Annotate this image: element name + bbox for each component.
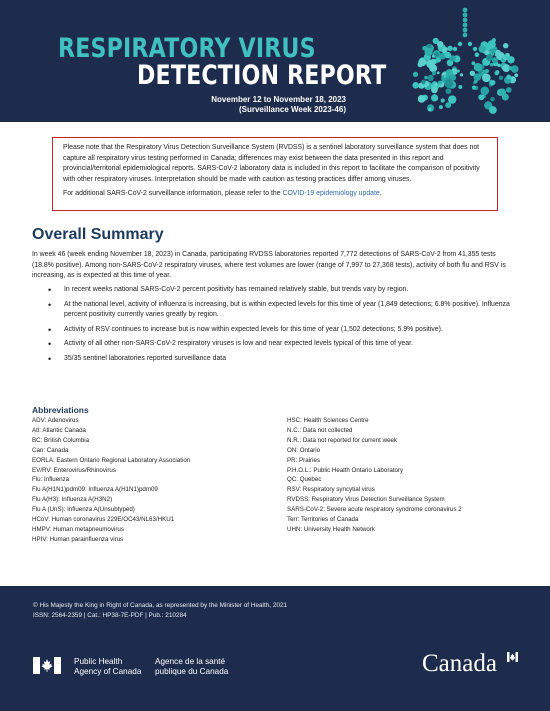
agency-fr-line: Agence de la santé: [155, 657, 226, 666]
summary-bullets: [48, 285, 513, 368]
abbreviation-item: UHN: University Health Network: [287, 525, 376, 533]
abbreviation-item: SARS-CoV-2: Severe acute respiratory syndrome coronavirus 2: [287, 506, 462, 514]
summary-bullet: • 35/35 sentinel laboratories reported surveillance data: [48, 354, 513, 365]
canada-flag-icon: [33, 657, 61, 674]
publication-ids: ISSN: 2564-2359 | Cat.: HP38-7E-PDF | Pub.: 210284: [33, 612, 187, 619]
abbreviation-item: N.R.: Data not reported for current week: [287, 436, 398, 444]
abbreviation-item: QC: Quebec: [287, 476, 322, 484]
agency-fr-line: publique du Canada: [155, 666, 229, 676]
abbreviation-item: Can: Canada: [32, 446, 69, 454]
copyright-block: [33, 601, 287, 621]
notice-link-suffix: .: [379, 190, 382, 197]
disclaimer-notice: [52, 137, 498, 211]
report-footer: [0, 586, 550, 711]
abbreviation-item: ON: Ontario: [287, 446, 321, 454]
notice-paragraph: Please note that the Respiratory Virus Detection Surveillance System (RVDSS) is a sentinel laboratory surveillance system that does not capture all respiratory virus testing performed in Canada; differences may exist between the data presented in this report and provincial/territorial epidemiological reports. SARS-CoV-2 laboratory data is included in this report to facilitate the comparison of positivity with other respiratory viruses. Interpretation should be made with caution as testing practices differ among viruses.: [63, 144, 480, 183]
summary-intro: In week 46 (week ending November 18, 2023) in Canada, participating RVDSS laboratories reported 7,772 detections of SARS-CoV-2 from 41,355 tests (18.8% positive). Among non-SARS-CoV-2 respiratory viruses, where test volumes are lower (range of 7,997 to 27,368 tests), activity of both flu and RSV is increasing, as is expected at this time of year.: [32, 251, 506, 279]
overall-summary-heading: Overall Summary: [32, 226, 164, 243]
abbreviation-item: BC: British Columbia: [32, 436, 90, 444]
agency-name-french: [155, 657, 228, 676]
abbreviation-item: HPIV: Human parainfluenza virus: [32, 535, 124, 543]
abbreviations-left-column: [32, 416, 190, 545]
abbreviation-item: EV/RV: Enterovirus/Rhinovirus: [32, 466, 116, 474]
abbreviation-item: Flu A (UnS): Influenza A(Unsubtyped): [32, 506, 135, 514]
agency-name-english: [74, 657, 141, 676]
abbreviation-item: Atl: Atlantic Canada: [32, 426, 87, 434]
abbreviations-right-column: [287, 416, 462, 535]
summary-bullet: • At the national level, activity of influenza is increasing, but is within expected levels for this time of year (1,849 detections; 6.8% positive). Influenza percent positivity currently varies greatly by region.: [48, 300, 513, 321]
abbreviation-item: RVDSS: Respiratory Virus Detection Surveillance System: [287, 496, 445, 504]
abbreviation-item: Flu A(H1N1)pdm09: Influenza A(H1N1)pdm09: [32, 486, 158, 494]
summary-bullet: • In recent weeks national SARS-CoV-2 percent positivity has remained relatively stable, but trends vary by region.: [48, 285, 513, 296]
summary-bullet: • Activity of RSV continues to increase but is now within expected levels for this time of year (1,502 detections; 5.9% positive).: [48, 325, 513, 336]
report-header: [0, 0, 550, 122]
abbreviation-item: EORLA: Eastern Ontario Regional Laboratory Association: [32, 456, 191, 464]
abbreviation-item: HSC: Health Sciences Centre: [287, 417, 369, 424]
abbreviation-item: RSV: Respiratory syncytial virus: [287, 486, 375, 494]
copyright-text: © His Majesty the King in Right of Canada, as represented by the Minister of Health, 2021: [33, 602, 288, 609]
agency-en-line: Public Health: [74, 657, 123, 666]
covid-epidemiology-link[interactable]: COVID-19 epidemiology update: [282, 190, 380, 197]
abbreviation-item: Flu A(H3): Influenza A(H3N2): [32, 496, 113, 504]
date-range: November 12 to November 18, 2023: [211, 95, 346, 104]
abbreviation-item: N.C.: Data not collected: [287, 426, 353, 434]
abbreviation-item: HMPV: Human metapneumovirus: [32, 525, 124, 533]
summary-bullet: • Activity of all other non-SARS-CoV-2 respiratory viruses is low and near expected levels typical of this time of year.: [48, 339, 513, 350]
report-title-line2: DETECTION REPORT: [137, 60, 387, 91]
abbreviation-item: P.H.O.L.: Public Health Ontario Laboratory: [287, 466, 404, 474]
canada-wordmark: Canada: [422, 650, 497, 677]
abbreviation-item: Terr: Territories of Canada: [287, 516, 359, 524]
report-title-line1: RESPIRATORY VIRUS: [58, 33, 316, 64]
abbreviation-item: ADV: Adenovirus: [32, 417, 79, 424]
agency-en-line: Agency of Canada: [74, 666, 142, 676]
report-dates: [211, 95, 346, 115]
abbreviation-item: PR: Prairies: [287, 456, 321, 464]
notice-link-paragraph: [63, 189, 487, 200]
surveillance-week: (Surveillance Week 2023-46): [238, 105, 346, 114]
abbreviations-heading: Abbreviations: [32, 405, 89, 415]
notice-link-prefix: For additional SARS-CoV-2 surveillance information, please refer to the: [63, 190, 283, 197]
wordmark-flag-icon: [507, 652, 518, 662]
abbreviation-item: HCoV: Human coronavirus 229E/OC43/NL63/HKU1: [32, 516, 175, 524]
lungs-icon: [398, 6, 533, 118]
abbreviation-item: Flu: Influenza: [32, 476, 70, 484]
